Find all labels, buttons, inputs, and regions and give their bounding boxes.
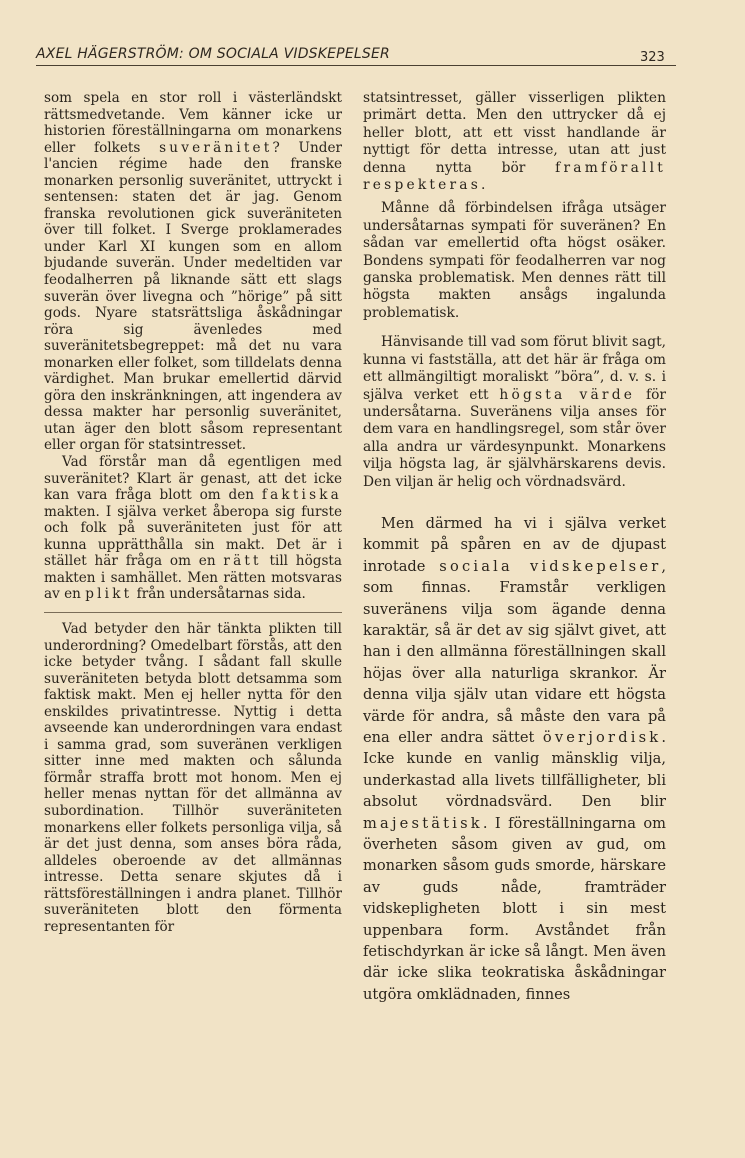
emphasis-ratt: rätt — [223, 553, 262, 570]
emphasis-framforallt: framförallt respekteras — [363, 159, 666, 194]
emphasis-majestatisk: majestätisk — [363, 814, 483, 832]
emphasis-hogsta-varde: högsta värde — [499, 386, 636, 403]
left-paragraph-1: som spela en stor roll i västerländskt rättsmedvetande. Vem känner icke ur historien föreställningarna om monarkens eller folkets suveränitet? Under l'ancien régime hade den franske monarken personlig suveränitet, uttryckt i sentensen: staten det är jag. Genom franska revolutionen gick suveräniteten över till folket. I Sverge proklamerades under Karl XI kungen som en allom bjudande suverän. Under medeltiden var feodalherren på liknande sätt ett slags suverän över livegna och ”hörige” på sitt gods. Nyare statsrättsliga åskådningar röra sig ävenledes med suveränitetsbegreppet: må det nu vara monarken eller folket, som tilldelats denna värdighet. Man brukar emellertid därvid göra den inskränkningen, att ingendera av dessa makter har personlig suveränitet, utan äger den blott såsom representant eller organ för statsintresset. — [44, 90, 342, 454]
left-paragraph-2: Vad förstår man då egentligen med suveränitet? Klart är genast, att det icke kan vara fråga blott om den faktiska makten. I själva verket åberopa sig furste och folk på suveräniteten just för att kunna upprätthålla sin makt. Det är i stället här fråga om en rätt till högsta makten i samhället. Men rätten motsvaras av en plikt från undersåtarnas sida. — [44, 454, 342, 603]
section-divider — [44, 612, 342, 613]
emphasis-plikt: plikt — [85, 586, 133, 603]
emphasis-faktiska: faktiska — [261, 487, 342, 504]
right-paragraph-2: Månne då förbindelsen ifråga utsäger undersåtarnas sympati för suveränen? En sådan var emellertid ofta högst osäker. Bondens sympati för feodalherren var nog ganska problematisk. Men dennes rätt till högsta makten ansågs ingalunda problematisk. — [363, 200, 666, 321]
left-paragraph-3: Vad betyder den här tänkta plikten till underordning? Omedelbart förstås, att den icke betyder tvång. I sådant fall skulle suveräniteten betyda blott detsamma som faktisk makt. Men ej heller nytta för den enskildes privatintresse. Nyttig i detta avseende kan underordningen vara endast i samma grad, som suveränen verkligen sitter inne med makten och sålunda förmår straffa brott mot honom. Men ej heller menas nyttan för det allmänna av subordination. Tillhör suveräniteten monarkens eller folkets personliga vilja, så är det just denna, som anses böra råda, alldeles oberoende av det allmännas intresse. Detta senare skjutes då i rättsföreställningen i andra planet. Tillhör suveräniteten blott den förmenta representanten för — [44, 620, 342, 935]
left-column — [44, 90, 342, 935]
right-paragraph-4: Men därmed ha vi i själva verket kommit på spåren en av de djupast inrotade sociala vidskepelser, som finnas. Framstår verkligen suveränens vilja som ägande denna karaktär, så är det av sig självt givet, att han i den allmänna föreställningen skall höjas över alla naturliga skrankor. Är denna vilja själv utan vidare ett högsta värde för andra, så måste den vara på ena eller andra sättet överjordisk. Icke kunde en vanlig mänsklig vilja, underkastad alla livets tillfälligheter, bli absolut vördnadsvärd. Den blir majestätisk. I föreställningarna om överheten såsom given av gud, om monarken såsom guds smorde, härskare av guds nåde, framträder vidskepligheten blott i sin mest uppenbara form. Avståndet från fetischdyrkan är icke så långt. Men även där icke slika teokratiska åskådningar utgöra omklädnaden, finnes — [363, 514, 667, 1003]
right-paragraph-1: statsintresset, gäller visserligen plikten primärt detta. Men den uttrycker då ej heller blott, att ett visst handlande är nyttigt för detta intresse, utan att just denna nytta bör framförallt respekteras. — [363, 90, 666, 194]
emphasis-overjordisk: överjordisk — [542, 729, 662, 746]
emphasis-sociala-vidskepelser: sociala vidskepelser — [439, 557, 662, 575]
page-number: 323 — [640, 50, 665, 65]
running-title: AXEL HÄGERSTRÖM: OM SOCIALA VIDSKEPELSER — [36, 46, 676, 66]
right-paragraph-3: Hänvisande till vad som förut blivit sagt, kunna vi fastställa, att det här är fråga om ett allmängiltigt moraliskt ”böra”, d. v. s. i själva verket ett högsta värde för undersåtarna. Suveränens vilja anses för dem vara en handlingsregel, som står över alla andra ur värdesynpunkt. Monarkens vilja högsta lag, är självhärskarens devis. Den viljan är helig och vördnadsvärd. — [363, 334, 666, 490]
emphasis-suveranitet: suveränitet — [159, 139, 273, 156]
right-column — [363, 90, 666, 1005]
